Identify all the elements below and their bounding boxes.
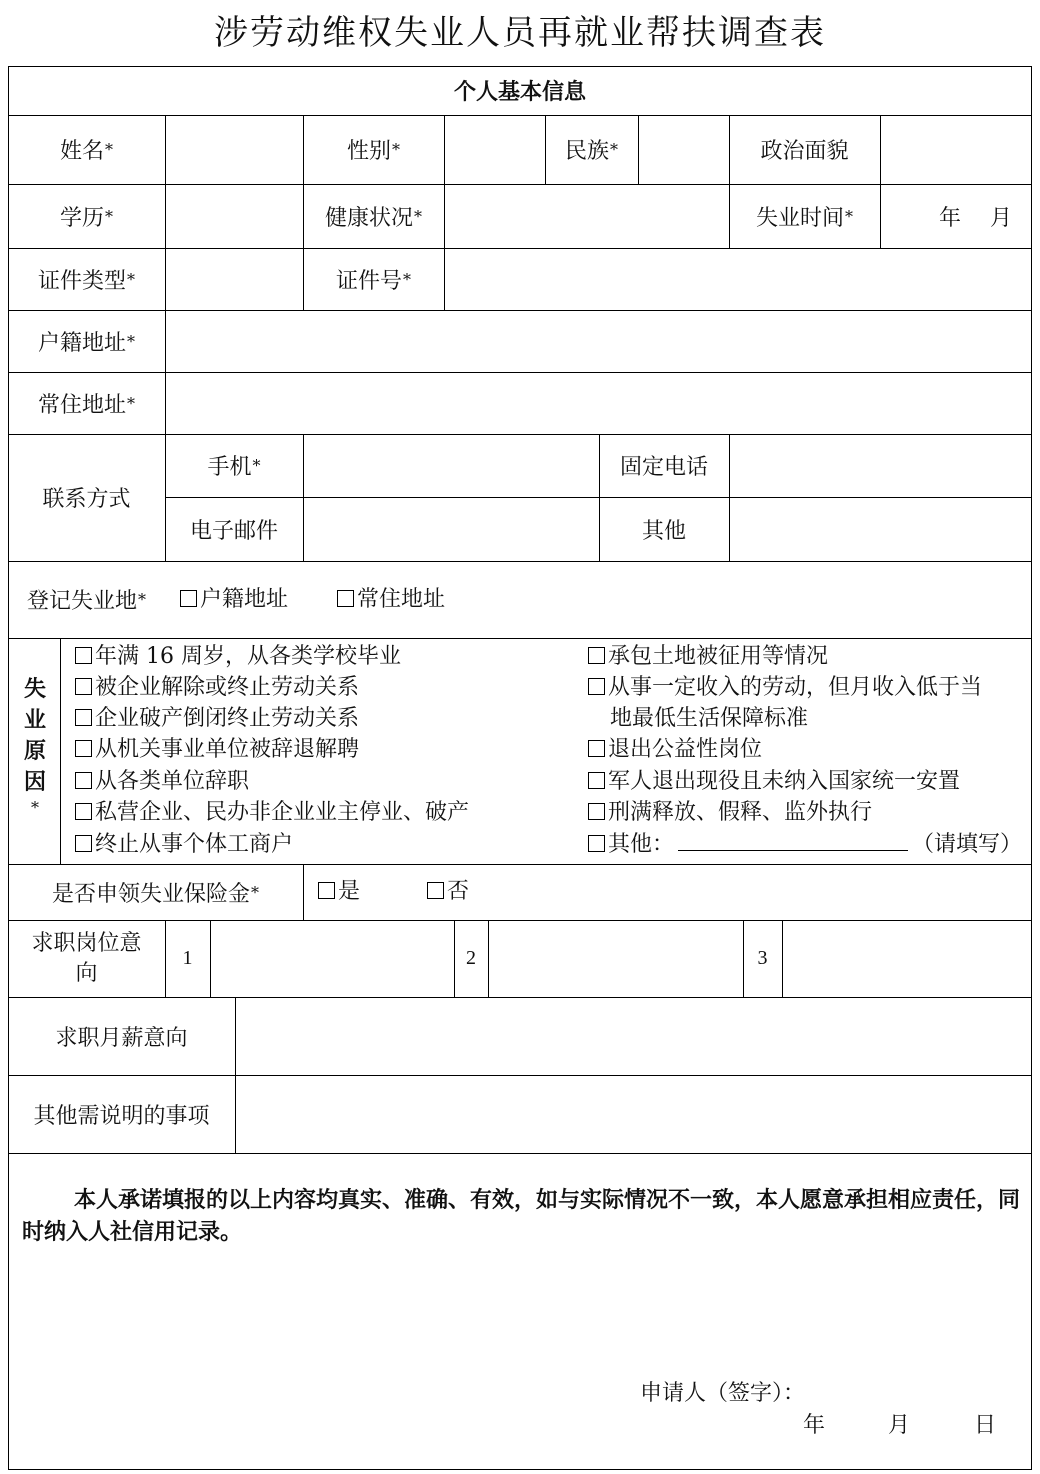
mobile-label: 手机 *: [207, 455, 261, 480]
reason-right-other[interactable]: 其他： （请填写）: [588, 829, 1022, 860]
checkbox[interactable]: [337, 590, 354, 607]
form-title: 涉劳动维权失业人员再就业帮扶调查表: [214, 13, 826, 53]
signature-label: 申请人（签字）：: [640, 1381, 806, 1406]
reason-left-6[interactable]: 终止从事个体工商户: [75, 829, 293, 860]
date-day: 日: [974, 1413, 997, 1438]
ethnicity-label: 民族 *: [564, 139, 618, 164]
reason-left-2[interactable]: 企业破产倒闭终止劳动关系: [75, 703, 359, 734]
checkbox[interactable]: [75, 647, 92, 664]
insurance-no[interactable]: 否: [427, 876, 469, 907]
job-intent-input-2[interactable]: [488, 920, 743, 997]
reason-right-5[interactable]: 刑满释放、假释、监外执行: [588, 797, 872, 828]
id-number-input[interactable]: [444, 248, 1032, 310]
landline-label: 固定电话: [619, 455, 708, 480]
other-contact-input[interactable]: [729, 497, 1032, 561]
other-matters-input[interactable]: [235, 1075, 1032, 1153]
insurance-label: 是否申领失业保险金 *: [51, 881, 259, 907]
checkbox[interactable]: [75, 740, 92, 757]
checkbox[interactable]: [75, 803, 92, 820]
mobile-input[interactable]: [303, 434, 599, 497]
email-label: 电子邮件: [189, 518, 278, 544]
registration-option-household[interactable]: 户籍地址: [180, 584, 288, 615]
date-year: 年: [803, 1413, 826, 1438]
registration-place-label: 登记失业地 *: [26, 589, 146, 614]
job-intent-input-1[interactable]: [210, 920, 454, 997]
checkbox[interactable]: [588, 740, 605, 757]
job-intent-label: 求职岗位意 向: [31, 930, 142, 986]
reason-left-5[interactable]: 私营企业、民办非企业业主停业、破产: [75, 797, 469, 828]
insurance-yes[interactable]: 是: [318, 876, 360, 907]
ethnicity-input[interactable]: [638, 115, 729, 184]
signature-field[interactable]: [640, 1378, 820, 1406]
unemployment-time-label: 失业时间 *: [755, 205, 853, 231]
reason-right-4[interactable]: 军人退出现役且未纳入国家统一安置: [588, 766, 960, 797]
checkbox[interactable]: [75, 678, 92, 695]
job-intent-num-3: 3: [757, 947, 768, 969]
residence-address-input[interactable]: [165, 372, 1032, 434]
landline-input[interactable]: [729, 434, 1032, 497]
checkbox[interactable]: [588, 803, 605, 820]
checkbox[interactable]: [75, 835, 92, 852]
job-intent-num-1: 1: [182, 947, 193, 969]
registration-option-residence[interactable]: 常住地址: [337, 584, 445, 615]
job-intent-num-2: 2: [466, 947, 476, 969]
household-address-label: 户籍地址 *: [37, 330, 135, 356]
gender-label: 性别 *: [346, 139, 400, 164]
health-label: 健康状况 *: [324, 205, 422, 231]
checkbox[interactable]: [588, 647, 605, 664]
reason-left-0[interactable]: 年满 16 周岁，从各类学校毕业: [75, 641, 401, 672]
education-input[interactable]: [165, 184, 303, 248]
job-intent-input-3[interactable]: [782, 920, 1032, 997]
other-matters-label: 其他需说明的事项: [33, 1103, 210, 1129]
gender-input[interactable]: [444, 115, 545, 184]
reason-right-0[interactable]: 承包土地被征用等情况: [588, 641, 828, 672]
id-type-input[interactable]: [165, 248, 303, 310]
salary-intent-input[interactable]: [235, 997, 1032, 1075]
other-reason-line[interactable]: [678, 830, 908, 851]
other-contact-label: 其他: [641, 518, 686, 544]
reason-left-3[interactable]: 从机关事业单位被辞退解聘: [75, 734, 359, 765]
checkbox[interactable]: [588, 678, 605, 695]
salary-intent-label: 求职月薪意向: [55, 1025, 188, 1051]
household-address-input[interactable]: [165, 310, 1032, 372]
checkbox[interactable]: [75, 709, 92, 726]
reason-right-3[interactable]: 退出公益性岗位: [588, 734, 762, 765]
reason-left-1[interactable]: 被企业解除或终止劳动关系: [75, 672, 359, 703]
reason-right-1-cont: 地最低生活保障标准: [610, 706, 809, 731]
residence-address-label: 常住地址 *: [37, 392, 135, 418]
contact-label: 联系方式: [42, 487, 131, 512]
checkbox[interactable]: [180, 590, 197, 607]
name-input[interactable]: [165, 115, 303, 184]
unemployment-time-input[interactable]: 年 月: [939, 205, 1012, 231]
section-header: 个人基本信息: [453, 79, 586, 105]
promise-statement: 本人承诺填报的以上内容均真实、准确、有效，如与实际情况不一致，本人愿意承担相应责任，同时纳入人社信用记录。: [22, 1187, 1021, 1245]
date-month: 月: [888, 1413, 911, 1438]
checkbox[interactable]: [75, 772, 92, 789]
political-status-input[interactable]: [880, 115, 1032, 184]
id-type-label: 证件类型 *: [37, 268, 135, 294]
reason-label: 失 业 原 因 *: [23, 676, 46, 817]
health-input[interactable]: [444, 184, 729, 248]
email-input[interactable]: [303, 497, 599, 561]
education-label: 学历 *: [59, 205, 113, 231]
reason-left-4[interactable]: 从各类单位辞职: [75, 766, 249, 797]
id-number-label: 证件号 *: [335, 268, 411, 294]
checkbox[interactable]: [427, 882, 444, 899]
checkbox[interactable]: [588, 772, 605, 789]
name-label: 姓名 *: [59, 139, 113, 164]
checkbox[interactable]: [588, 835, 605, 852]
checkbox[interactable]: [318, 882, 335, 899]
political-status-label: 政治面貌: [760, 139, 849, 164]
reason-right-1[interactable]: 从事一定收入的劳动，但月收入低于当: [588, 672, 982, 703]
